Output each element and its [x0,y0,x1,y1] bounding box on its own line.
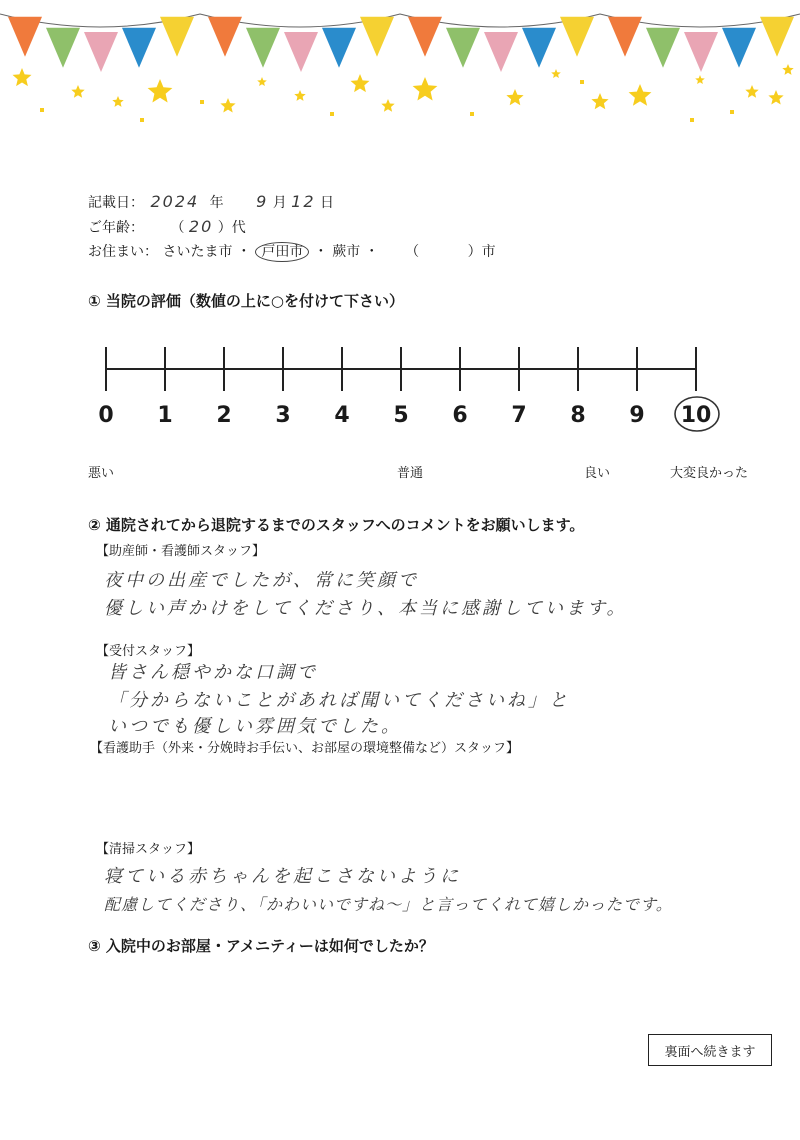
scale-tick-label: 2 [216,403,232,428]
confetti-dot [140,118,144,122]
star-icon [13,68,32,86]
rating-scale [90,335,720,435]
cleaning-comment-line-1: 寝ている赤ちゃんを起こさないように [104,866,461,887]
confetti-dot [730,110,734,114]
confetti-dot [200,100,204,104]
age-close: ）代 [217,220,246,236]
age-open: （ [170,220,185,236]
star-icon [782,64,793,75]
section1-title: ① 当院の評価（数値の上に○を付けて下さい） [88,292,405,310]
star-icon [629,84,652,106]
date-day-unit: 日 [319,195,334,211]
residence-option-warabi: 蕨市 [332,244,361,260]
date-month-unit: 月 [272,195,287,211]
star-icon [745,85,758,98]
reception-heading: 【受付スタッフ】 [96,644,201,659]
star-icon [506,89,523,105]
age-label: ご年齢： [88,220,144,236]
bunting-flag [322,28,356,68]
residence-label: お住まい： [88,244,158,260]
bunting-flag [560,17,594,57]
star-icon [551,69,561,78]
confetti-dot [330,112,334,116]
date-year-value: 2024 [150,192,200,211]
bunting-flag [360,17,394,57]
bunting-flag [408,17,442,57]
star-icon [413,77,438,101]
residence-sep-1: ・ [236,244,251,260]
age-field [88,218,246,237]
bunting-flag [646,28,680,68]
bunting-flag [522,28,556,68]
star-icon [294,90,305,101]
scale-tick-label: 6 [452,403,468,428]
date-label: 記載日： [88,195,144,211]
bunting-flag [160,17,194,57]
scale-tick-label: 0 [98,403,114,428]
star-icon [768,90,783,105]
scale-tick-label: 10 [680,403,712,428]
scale-tick-label: 1 [157,403,173,428]
scale-tick-label: 5 [393,403,409,428]
scale-label-normal: 普通 [397,466,424,481]
star-icon [695,75,705,84]
reception-comment-line-2: 「分からないことがあれば聞いてくださいね」と [108,690,570,711]
age-value: 20 [188,217,214,236]
scale-tick-label: 7 [511,403,527,428]
bunting-flag [684,32,718,72]
bunting-flag [208,17,242,57]
bunting-flag [84,32,118,72]
star-icon [112,96,123,107]
bunting-flag [246,28,280,68]
reception-comment-line-1: 皆さん穏やかな口調で [108,662,318,683]
date-year-unit: 年 [209,195,224,211]
midwife-nurse-comment-line-2: 優しい声かけをしてくださり、本当に感謝しています。 [104,598,628,619]
residence-sep-2: ・ [313,244,328,260]
date-field [88,193,334,212]
confetti-dot [690,118,694,122]
bunting-flag [46,28,80,68]
midwife-nurse-heading: 【助産師・看護師スタッフ】 [96,544,266,559]
reception-comment-line-3: いつでも優しい雰囲気でした。 [108,716,402,737]
bunting-flag [760,17,794,57]
bunting-flag [484,32,518,72]
scale-tick-label: 3 [275,403,291,428]
scale-tick-label: 4 [334,403,350,428]
continue-on-back-note [648,1034,772,1066]
cleaning-heading: 【清掃スタッフ】 [96,842,201,857]
bunting-string [0,14,800,27]
bunting-flag [122,28,156,68]
star-icon [71,85,84,98]
residence-option-toda-circled: 戸田市 [255,242,309,262]
bunting-flag [608,17,642,57]
midwife-nurse-comment-line-1: 夜中の出産でしたが、常に笑顔で [104,570,419,591]
residence-field [88,243,496,261]
date-day-value: 12 [291,192,316,211]
star-icon [220,98,235,113]
bunting-banner [0,0,800,130]
scale-label-very-good: 大変良かった [670,466,749,481]
residence-sep-3: ・ [364,244,379,260]
scale-label-good: 良い [584,466,611,481]
bunting-flag [722,28,756,68]
scale-label-bad: 悪い [88,466,115,481]
section3-title: ③ 入院中のお部屋・アメニティーは如何でしたか？ [88,937,434,955]
residence-other-open: （ [405,244,420,260]
star-icon [381,99,394,112]
star-icon [148,79,173,103]
section2-title: ② 通院されてから退院するまでのスタッフへのコメントをお願いします。 [88,516,585,534]
scale-tick-label: 9 [629,403,645,428]
star-icon [257,77,267,86]
confetti-dot [40,108,44,112]
residence-option-saitama: さいたま市 [162,244,233,260]
cleaning-comment-line-2: 配慮してくださり、「かわいいですね～」と言ってくれて嬉しかったです。 [104,895,673,914]
residence-other-close: ）市 [467,244,496,260]
star-icon [591,93,608,109]
continue-label: 裏面へ続きます [664,1044,756,1060]
nursing-assistant-heading: 【看護助手（外来・分娩時お手伝い、お部屋の環境整備など）スタッフ】 [90,741,520,756]
date-month-value: 9 [256,192,269,211]
bunting-flag [446,28,480,68]
scale-tick-label: 8 [570,403,586,428]
confetti-dot [470,112,474,116]
star-icon [351,74,370,92]
confetti-dot [580,80,584,84]
bunting-flag [8,17,42,57]
bunting-flag [284,32,318,72]
